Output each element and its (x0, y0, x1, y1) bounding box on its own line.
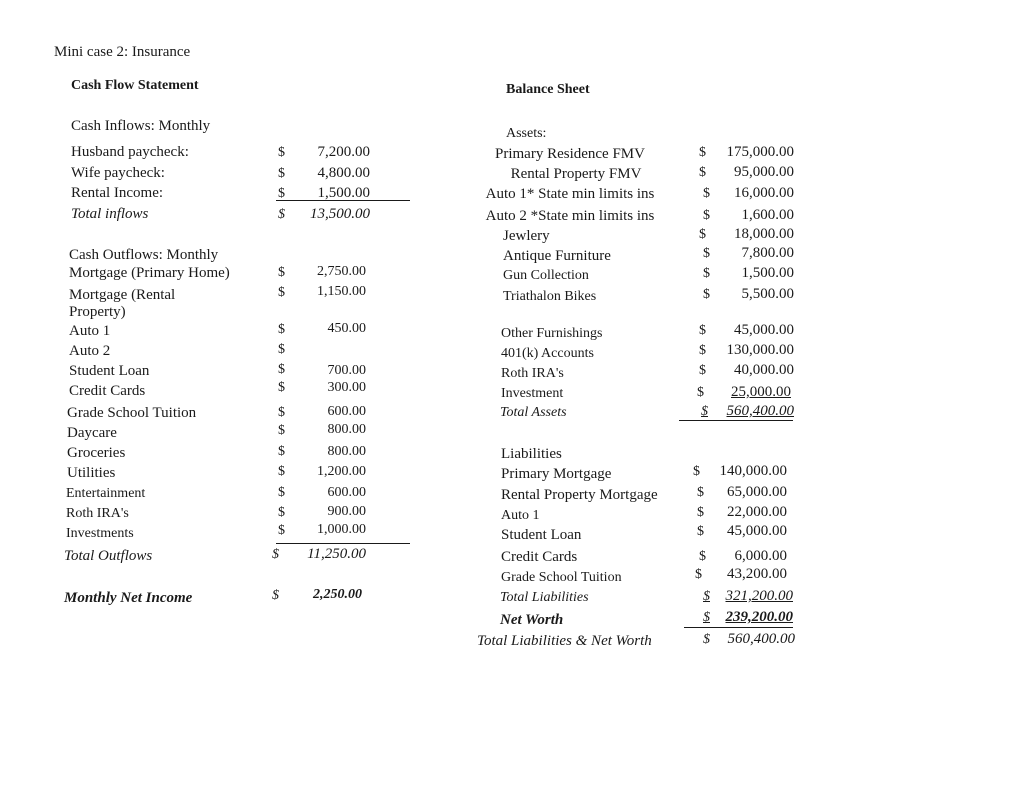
total-outflows-amount: 11,250.00 (307, 546, 366, 562)
outflow-label: Credit Cards (69, 383, 146, 399)
total-outflows-sign: $ (272, 547, 279, 562)
liability-amount: 43,200.00 (727, 566, 787, 582)
liability-label: Primary Mortgage (501, 466, 612, 482)
liability-sign: $ (695, 567, 702, 582)
inflow-amount: 1,500.00 (317, 185, 370, 201)
net-worth-sign: $ (703, 610, 710, 625)
asset-label: Triathalon Bikes (503, 289, 597, 304)
liability-amount: 6,000.00 (734, 548, 787, 564)
asset-label: Investment (501, 386, 564, 401)
total-assets-rule (679, 420, 793, 421)
outflow-sign: $ (278, 485, 285, 500)
outflow-sign: $ (278, 505, 285, 520)
liability-label: Student Loan (501, 527, 582, 543)
total-liabilities-label: Total Liabilities (500, 590, 589, 605)
outflow-rule (276, 543, 410, 544)
outflow-label: Daycare (67, 425, 117, 441)
outflow-label: Investments (66, 526, 134, 541)
total-outflows-label: Total Outflows (64, 548, 153, 564)
outflow-sign: $ (278, 342, 285, 357)
outflow-label: Groceries (67, 445, 126, 461)
assets-header: Assets: (506, 126, 547, 141)
outflow-amount: 700.00 (327, 363, 366, 378)
asset-sign: $ (703, 287, 710, 302)
inflow-label: Wife paycheck: (71, 165, 165, 181)
inflow-label: Rental Income: (71, 185, 164, 201)
liability-label: Auto 1 (501, 508, 540, 523)
liability-amount: 45,000.00 (727, 523, 787, 539)
balance-heading: Balance Sheet (506, 82, 590, 97)
outflow-label: Student Loan (69, 363, 150, 379)
asset-label: Antique Furniture (503, 248, 611, 264)
outflow-amount: 1,200.00 (317, 464, 366, 479)
asset-label: Rental Property FMV (510, 166, 642, 182)
outflow-label: Utilities (67, 465, 116, 481)
outflow-amount: 800.00 (327, 444, 366, 459)
inflow-rule (276, 200, 410, 201)
net-income-sign: $ (272, 588, 279, 603)
asset-label: Auto 1* State min limits ins (485, 186, 655, 202)
outflow-sign: $ (278, 444, 285, 459)
asset-amount: 7,800.00 (741, 245, 794, 261)
asset-label: 401(k) Accounts (501, 346, 594, 361)
liability-sign: $ (697, 505, 704, 520)
outflow-amount: 1,150.00 (317, 284, 366, 299)
inflow-sign: $ (278, 145, 285, 160)
asset-label: Jewlery (503, 228, 550, 244)
total-assets-amount: 560,400.00 (726, 403, 794, 419)
asset-sign: $ (699, 343, 706, 358)
asset-amount: 130,000.00 (726, 342, 794, 358)
outflows-header: Cash Outflows: Monthly (69, 247, 219, 263)
total-liabilities-sign: $ (703, 589, 710, 604)
liability-sign: $ (693, 464, 700, 479)
outflow-amount: 450.00 (327, 321, 366, 336)
liability-amount: 22,000.00 (727, 504, 787, 520)
asset-amount: 1,600.00 (741, 207, 794, 223)
asset-sign: $ (697, 385, 704, 400)
inflow-sign: $ (278, 166, 285, 181)
liability-label: Grade School Tuition (501, 570, 622, 585)
total-liab-nw-sign: $ (703, 632, 710, 647)
asset-label: Gun Collection (503, 268, 589, 283)
asset-amount: 1,500.00 (741, 265, 794, 281)
asset-amount: 25,000.00 (731, 384, 791, 400)
cashflow-heading: Cash Flow Statement (71, 78, 199, 93)
outflow-amount: 600.00 (327, 404, 366, 419)
outflow-sign: $ (278, 464, 285, 479)
total-inflows-sign: $ (278, 207, 285, 222)
liabilities-header: Liabilities (501, 446, 562, 462)
outflow-label-cont: Property) (69, 304, 126, 320)
outflow-sign: $ (278, 265, 285, 280)
outflow-sign: $ (278, 285, 285, 300)
liability-amount: 65,000.00 (727, 484, 787, 500)
liability-amount: 140,000.00 (719, 463, 787, 479)
asset-label: Roth IRA's (501, 366, 564, 381)
total-liab-nw-amount: 560,400.00 (727, 631, 795, 647)
inflow-label: Husband paycheck: (71, 144, 189, 160)
asset-sign: $ (703, 266, 710, 281)
asset-sign: $ (699, 165, 706, 180)
document-title: Mini case 2: Insurance (54, 44, 191, 60)
net-worth-rule (684, 627, 793, 628)
outflow-sign: $ (278, 523, 285, 538)
outflow-amount: 1,000.00 (317, 522, 366, 537)
asset-amount: 175,000.00 (726, 144, 794, 160)
outflow-sign: $ (278, 380, 285, 395)
total-inflows-amount: 13,500.00 (310, 206, 370, 222)
asset-label: Other Furnishings (501, 326, 603, 341)
asset-amount: 5,500.00 (741, 286, 794, 302)
asset-sign: $ (703, 208, 710, 223)
outflow-sign: $ (278, 362, 285, 377)
asset-amount: 95,000.00 (734, 164, 794, 180)
inflow-amount: 7,200.00 (317, 144, 370, 160)
asset-sign: $ (699, 145, 706, 160)
outflow-amount: 2,750.00 (317, 264, 366, 279)
outflow-sign: $ (278, 423, 285, 438)
net-income-amount: 2,250.00 (313, 587, 362, 602)
outflow-label: Mortgage (Primary Home) (69, 265, 230, 281)
liability-sign: $ (699, 549, 706, 564)
outflow-label: Roth IRA's (66, 506, 129, 521)
outflow-label: Grade School Tuition (67, 405, 197, 421)
asset-label: Primary Residence FMV (495, 146, 645, 162)
outflow-amount: 900.00 (327, 504, 366, 519)
asset-sign: $ (699, 227, 706, 242)
asset-amount: 40,000.00 (734, 362, 794, 378)
asset-sign: $ (699, 323, 706, 338)
total-assets-label: Total Assets (500, 405, 567, 420)
outflow-label: Auto 1 (69, 323, 111, 339)
outflow-label: Mortgage (Rental (69, 287, 176, 303)
asset-amount: 45,000.00 (734, 322, 794, 338)
liability-sign: $ (697, 485, 704, 500)
total-assets-sign: $ (701, 404, 708, 419)
net-worth-label: Net Worth (500, 612, 564, 628)
net-worth-amount: 239,200.00 (725, 609, 793, 625)
asset-amount: 18,000.00 (734, 226, 794, 242)
asset-amount: 16,000.00 (734, 185, 794, 201)
outflow-amount: 600.00 (327, 485, 366, 500)
inflows-header: Cash Inflows: Monthly (71, 118, 211, 134)
outflow-amount: 300.00 (327, 380, 366, 395)
asset-sign: $ (703, 246, 710, 261)
outflow-sign: $ (278, 322, 285, 337)
outflow-sign: $ (278, 405, 285, 420)
outflow-amount: 800.00 (327, 422, 366, 437)
inflow-sign: $ (278, 186, 285, 201)
liability-label: Rental Property Mortgage (501, 487, 658, 503)
asset-sign: $ (703, 186, 710, 201)
net-income-label: Monthly Net Income (64, 590, 193, 606)
asset-sign: $ (699, 363, 706, 378)
liability-sign: $ (697, 524, 704, 539)
total-liabilities-amount: 321,200.00 (725, 588, 793, 604)
total-inflows-label: Total inflows (71, 206, 149, 222)
total-liab-nw-label: Total Liabilities & Net Worth (477, 633, 652, 649)
asset-label: Auto 2 *State min limits ins (485, 208, 655, 224)
liability-label: Credit Cards (501, 549, 578, 565)
outflow-label: Auto 2 (69, 343, 111, 359)
inflow-amount: 4,800.00 (317, 165, 370, 181)
outflow-label: Entertainment (66, 486, 146, 501)
